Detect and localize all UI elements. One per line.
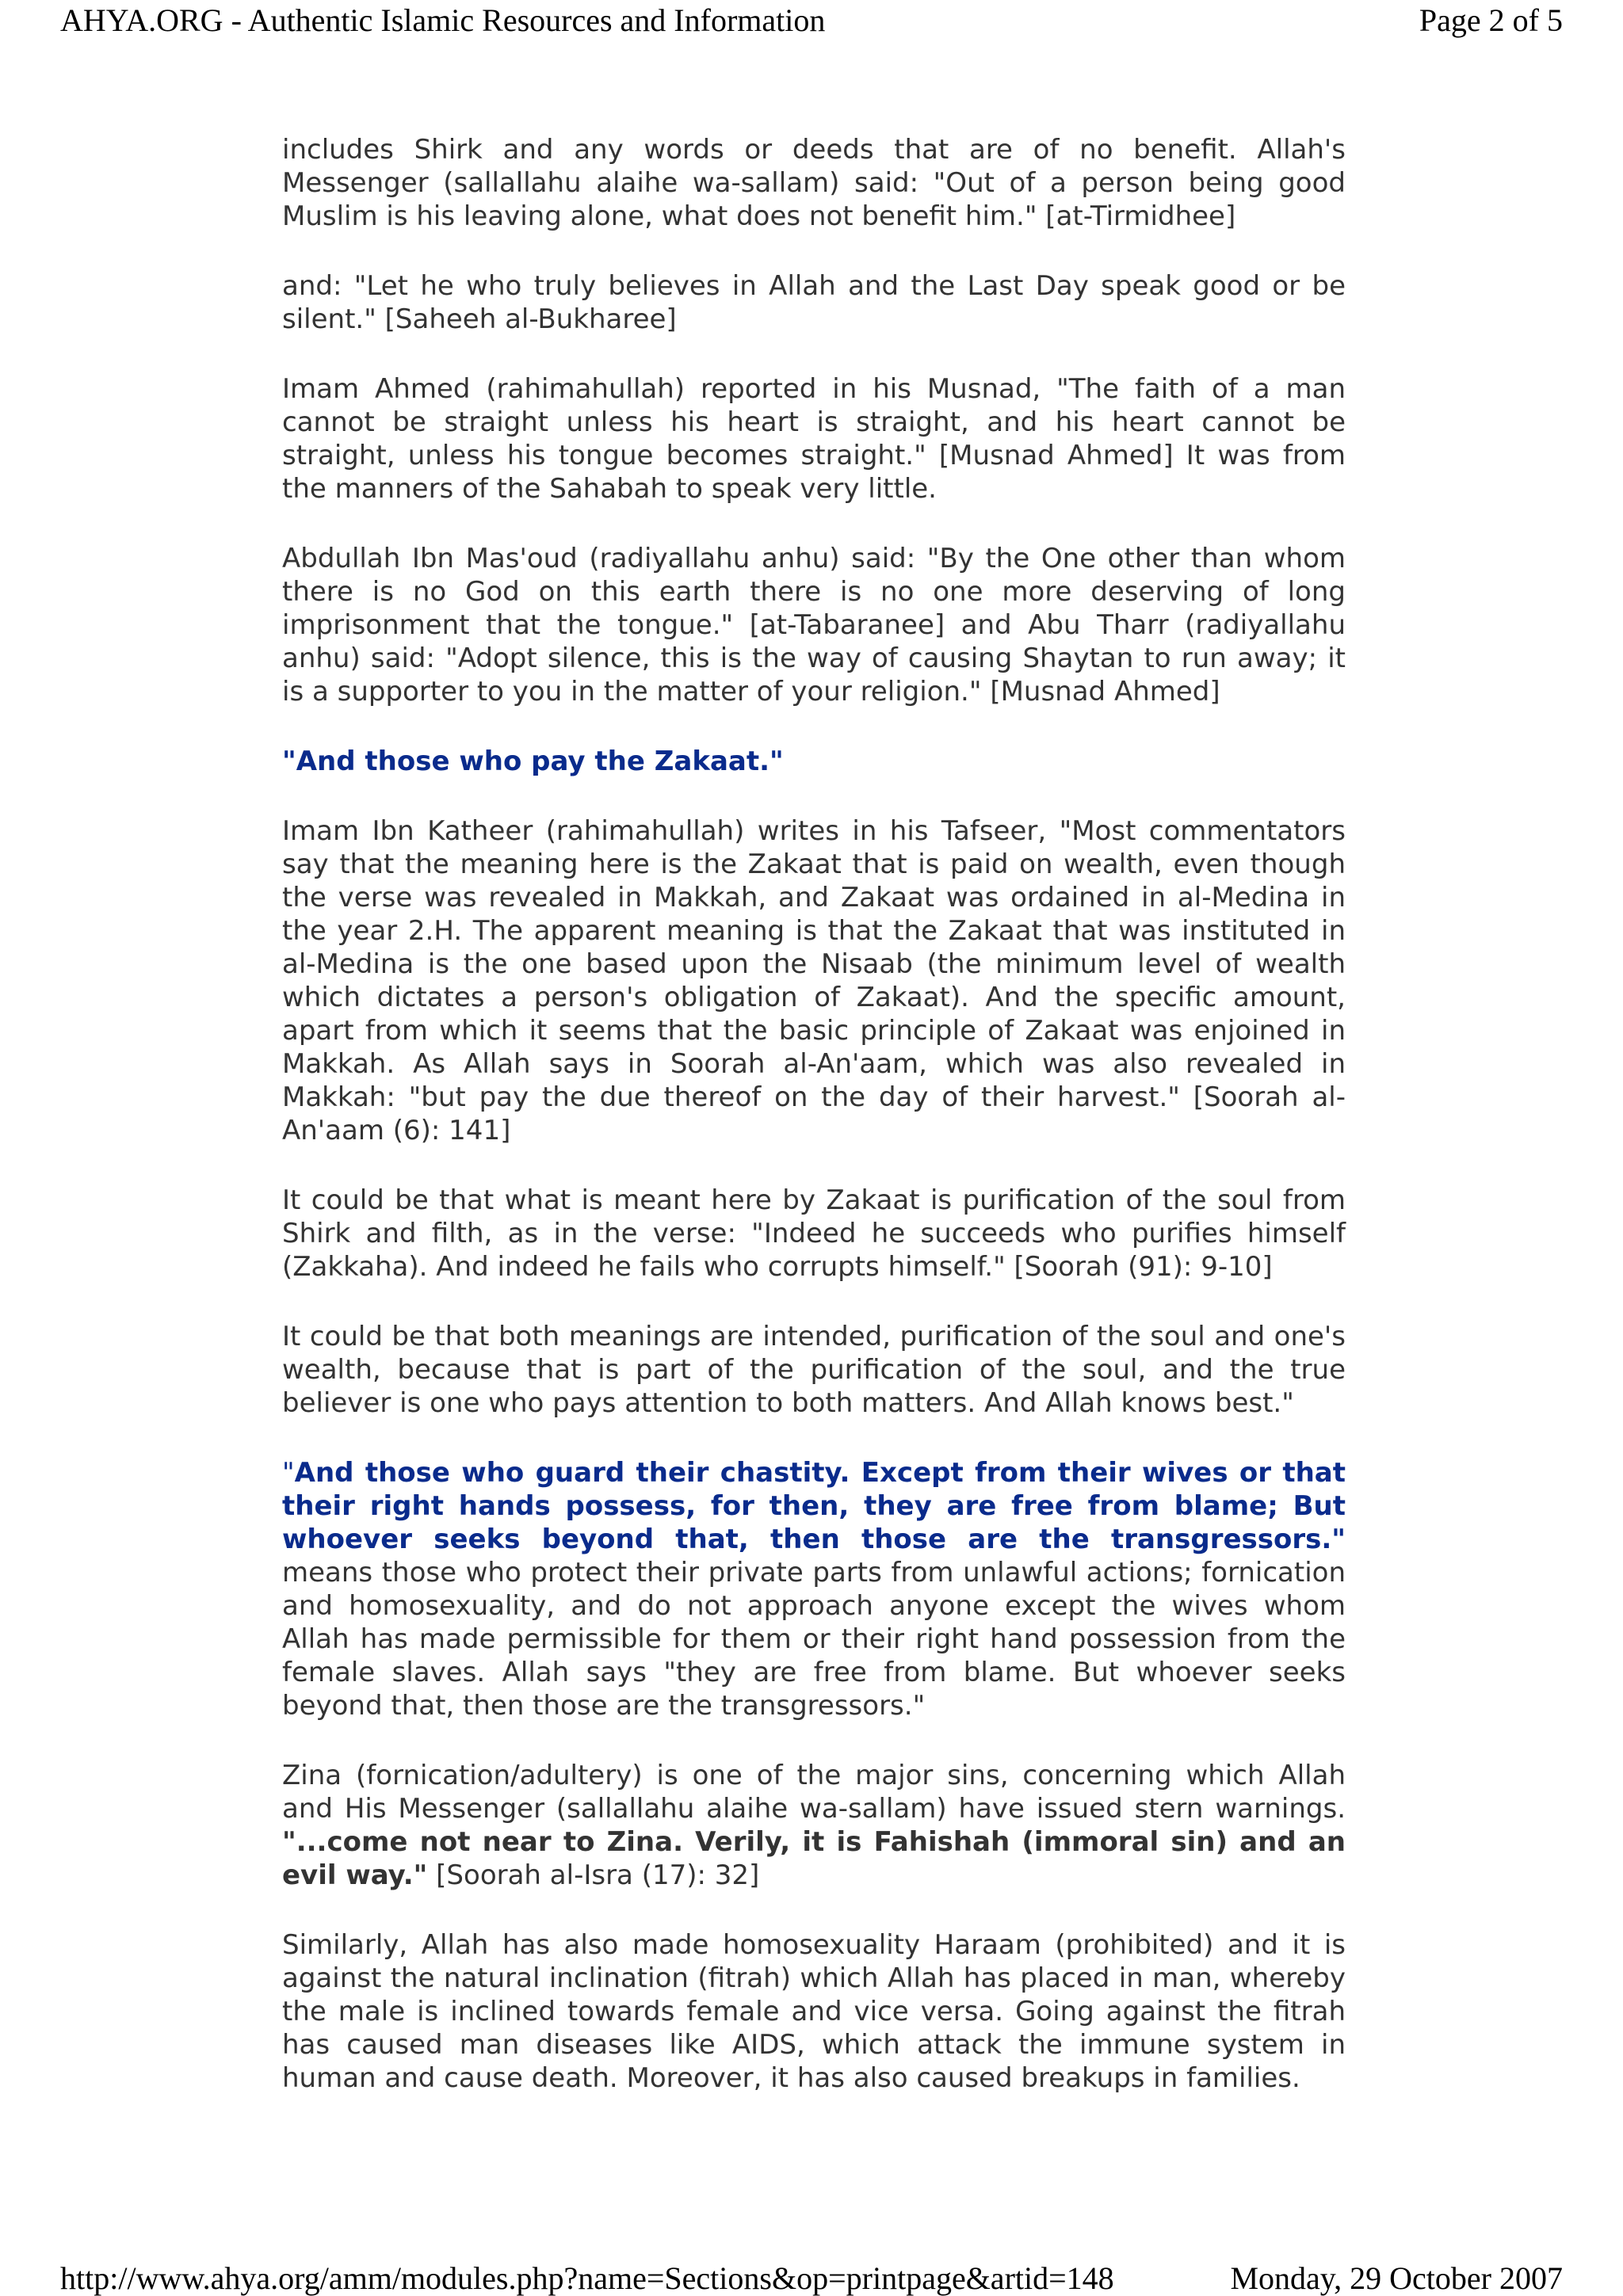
verse-zina-reference: [Soorah al-Isra (17): 32] [427, 1859, 760, 1891]
quote-mark: " [282, 1457, 295, 1489]
heading-zakaat: "And those who pay the Zakaat." [282, 746, 784, 777]
paragraph-2: and: "Let he who truly believes in Allah and the Last Day speak good or be silent." [Saheeh al-Bukharee] [282, 270, 1346, 335]
paragraph-10: Similarly, Allah has also made homosexuality Haraam (prohibited) and it is against the natural inclination (fitrah) which Allah has placed in man, whereby the male is inclined towards female and vice versa. Going against the fitrah has caused man diseases like AIDS, which attack the immune system in human and cause death. Moreover, it has also caused breakups in families. [282, 1929, 1346, 2094]
print-date: Monday, 29 October 2007 [1230, 2260, 1563, 2296]
paragraph-1: includes Shirk and any words or deeds that are of no benefit. Allah's Messenger (sallallahu alaihe wa-sallam) said: "Out of a person being good Muslim is his leaving alone, what does not benefit him." [at-Tirmidhee] [282, 134, 1346, 232]
paragraph-4: Abdullah Ibn Mas'oud (radiyallahu anhu) said: "By the One other than whom there is no God on this earth there is no one more deserving of long imprisonment that the tongue." [at-Tabaranee] and Abu Tharr (radiyallahu anhu) said: "Adopt silence, this is the way of causing Shaytan to run away; it is a supporter to you in the matter of your religion." [Musnad Ahmed] [282, 543, 1346, 707]
paragraph-8-text: means those who protect their private parts from unlawful actions; fornication and homosexuality, and do not approach anyone except the wives whom Allah has made permissible for them or their right hand possession from the female slaves. Allah says "they are free from blame. But whoever seeks beyond that, then those are the transgressors." [282, 1557, 1346, 1722]
page-url: http://www.ahya.org/amm/modules.php?name=Sections&op=printpage&artid=148 [60, 2260, 1114, 2296]
paragraph-9-text: Zina (fornication/adultery) is one of the major sins, concerning which Allah and His Messenger (sallallahu alaihe wa-sallam) have issued stern warnings. [282, 1760, 1346, 1825]
verse-zina: "...come not near to Zina. Verily, it is Fahishah (immoral sin) and an evil way." [282, 1826, 1346, 1891]
verse-chastity: And those who guard their chastity. Except from their wives or that their right hands possess, for then, they are free from blame; But whoever seeks beyond that, then those are the transgressors." [282, 1457, 1346, 1555]
site-title: AHYA.ORG - Authentic Islamic Resources and Information [60, 2, 826, 38]
paragraph-5: Imam Ibn Katheer (rahimahullah) writes in his Tafseer, "Most commentators say that the meaning here is the Zakaat that is paid on wealth, even though the verse was revealed in Makkah, and Zakaat was ordained in al-Medina in the year 2.H. The apparent meaning is that the Zakaat that was instituted in al-Medina is the one based upon the Nisaab (the minimum level of wealth which dictates a person's obligation of Zakaat). And the specific amount, apart from which it seems that the basic principle of Zakaat was enjoined in Makkah. As Allah says in Soorah al-An'aam, which was also revealed in Makkah: "but pay the due thereof on the day of their harvest." [Soorah al-An'aam (6): 141] [282, 815, 1346, 1146]
paragraph-3: Imam Ahmed (rahimahullah) reported in his Musnad, "The faith of a man cannot be straight unless his heart is straight, and his heart cannot be straight, unless his tongue becomes straight." [Musnad Ahmed] It was from the manners of the Sahabah to speak very little. [282, 373, 1346, 505]
paragraph-9 [282, 1759, 1346, 1892]
paragraph-8 [282, 1456, 1346, 1722]
paragraph-6: It could be that what is meant here by Zakaat is purification of the soul from Shirk and filth, as in the verse: "Indeed he succeeds who purifies himself (Zakkaha). And indeed he fails who corrupts himself." [Soorah (91): 9-10] [282, 1184, 1346, 1283]
page-number: Page 2 of 5 [1419, 2, 1563, 38]
paragraph-7: It could be that both meanings are intended, purification of the soul and one's wealth, because that is part of the purification of the soul, and the true believer is one who pays attention to both matters. And Allah knows best." [282, 1321, 1346, 1419]
article-body [282, 133, 1346, 2131]
